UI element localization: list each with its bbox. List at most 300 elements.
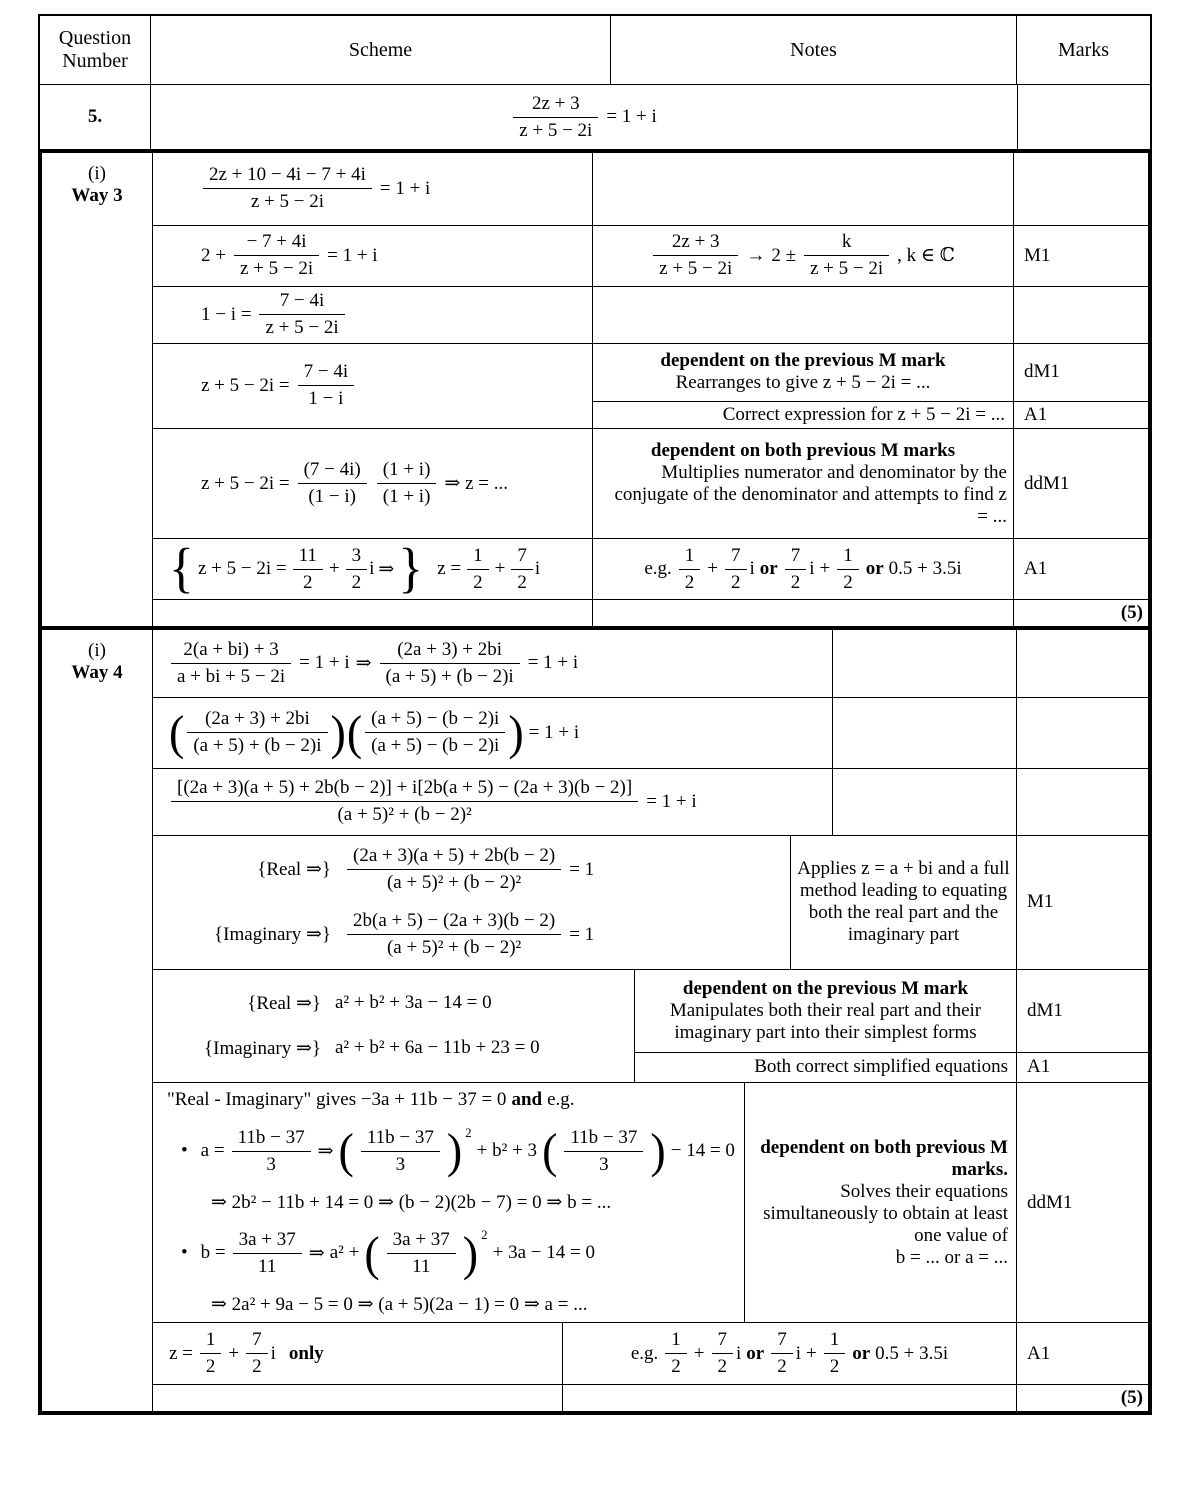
- frac-numerator: 7 − 4i: [259, 290, 344, 315]
- frac-denominator: 2: [843, 571, 853, 593]
- math-text: = 1 + i: [379, 177, 431, 199]
- frac-denominator: 2: [717, 1356, 727, 1378]
- math-text: e.g.: [547, 1089, 575, 1111]
- fraction: [564, 1127, 643, 1176]
- marks-cell: [1017, 630, 1148, 697]
- fraction: [824, 1329, 846, 1378]
- marks-subcolumn: [1017, 970, 1148, 1083]
- frac-numerator: (2a + 3) + 2bi: [187, 708, 327, 733]
- frac-denominator: z + 5 − 2i: [250, 191, 324, 213]
- frac-denominator: z + 5 − 2i: [239, 258, 314, 280]
- frac-numerator: 7 − 4i: [298, 361, 355, 386]
- math-text: 1 − i =: [201, 303, 252, 325]
- equation: [201, 231, 378, 280]
- frac-numerator: 3a + 37: [387, 1229, 456, 1254]
- math-text: + b² + 3: [476, 1140, 538, 1162]
- note-text: Both correct simplified equations: [754, 1056, 1008, 1078]
- math-text: 0.5 + 3.5i: [888, 558, 962, 580]
- equation: [167, 1124, 740, 1178]
- question-5-row: [40, 85, 1150, 149]
- header-label: Marks: [1057, 38, 1110, 61]
- header-scheme: [151, 16, 611, 85]
- note-text: e.g.: [630, 1342, 659, 1364]
- frac-numerator: 7: [771, 1329, 793, 1354]
- frac-numerator: 1: [824, 1329, 846, 1354]
- table-row: [153, 698, 1148, 769]
- or-text: or: [865, 558, 884, 580]
- frac-denominator: (1 + i): [382, 486, 431, 508]
- marks-cell: [1017, 1053, 1148, 1083]
- frac-denominator: 2: [302, 571, 313, 593]
- note-bold-text: dependent on the previous M mark: [660, 350, 946, 372]
- frac-denominator: (a + 5)² + (b − 2)²: [386, 937, 522, 959]
- question-part-cell: [42, 630, 153, 1411]
- note-text: Manipulates both their real part and their imaginary part into their simplest forms: [669, 999, 982, 1043]
- frac-numerator: 1: [200, 1329, 222, 1354]
- mark-label: ddM1: [1027, 1191, 1073, 1213]
- notes-subcolumn: [593, 344, 1014, 429]
- frac-numerator: 1: [679, 545, 701, 570]
- total-row: [153, 1385, 1148, 1411]
- math-text: +: [707, 558, 718, 580]
- equation: [167, 1089, 740, 1111]
- equation: [167, 1191, 740, 1214]
- bullet-work: [167, 1089, 740, 1316]
- scheme-cell: [153, 153, 593, 225]
- left-paren-glyph: (: [364, 1226, 380, 1280]
- frac-numerator: 3: [346, 545, 368, 570]
- mark-label: dM1: [1027, 999, 1063, 1021]
- math-text: = 1 + i: [606, 106, 657, 127]
- frac-numerator: 7: [725, 545, 747, 570]
- frac-numerator: − 7 + 4i: [234, 231, 319, 256]
- notes-cell: [593, 539, 1014, 599]
- frac-denominator: z + 5 − 2i: [519, 119, 593, 141]
- frac-denominator: 2: [777, 1356, 787, 1378]
- mark-label: A1: [1027, 1056, 1051, 1078]
- frac-denominator: (a + 5)² + (b − 2)²: [337, 804, 472, 826]
- mark-label: A1: [1024, 558, 1048, 580]
- math-text: = 1 + i: [327, 244, 378, 266]
- note-equation: [631, 1329, 948, 1378]
- math-text: +: [806, 1342, 817, 1364]
- scheme-cell: [153, 698, 833, 768]
- exponent: 2: [465, 1125, 472, 1141]
- header-marks: [1017, 16, 1150, 85]
- frac-denominator: 3: [266, 1153, 276, 1175]
- table-row: [153, 769, 1148, 836]
- math-text: 0.5 + 3.5i: [875, 1342, 949, 1364]
- frac-numerator: (a + 5) − (b − 2)i: [365, 708, 505, 733]
- equation: [167, 1226, 740, 1280]
- equation: [163, 845, 784, 894]
- equation: [201, 361, 356, 410]
- right-paren-glyph: ): [508, 705, 524, 760]
- fraction: [361, 1127, 440, 1176]
- note-text: b = ... or a = ...: [895, 1246, 1008, 1268]
- and-text: and: [511, 1089, 543, 1111]
- equation: [511, 93, 657, 142]
- scheme-cell: [153, 226, 593, 286]
- equation: [201, 164, 430, 213]
- math-text: 2 ±: [771, 244, 796, 266]
- fraction: [467, 545, 489, 594]
- header-question-number: [40, 16, 151, 85]
- equation: [167, 1293, 740, 1316]
- notes-cell: [593, 344, 1013, 402]
- fraction: [203, 164, 372, 213]
- right-paren-glyph: ): [446, 1124, 463, 1178]
- marks-cell: [1014, 402, 1148, 429]
- frac-numerator: 2(a + bi) + 3: [171, 639, 291, 664]
- math-text: z + 5 − 2i =: [201, 374, 290, 396]
- fraction: [771, 1329, 793, 1378]
- frac-numerator: 2z + 10 − 4i − 7 + 4i: [203, 164, 372, 189]
- fraction: [298, 361, 355, 410]
- fraction: [298, 459, 367, 508]
- mark-label: M1: [1027, 891, 1054, 913]
- left-brace-glyph: {: [169, 539, 194, 599]
- math-text: + 3a − 14 = 0: [492, 1242, 595, 1264]
- fraction: [837, 545, 859, 594]
- total-marks-cell: [1014, 600, 1148, 626]
- right-paren-glyph: ): [462, 1226, 479, 1280]
- header-row: [40, 16, 1150, 85]
- scheme-cell: [153, 1385, 563, 1411]
- scheme-cell: [153, 970, 635, 1083]
- fraction: [232, 1127, 311, 1176]
- or-text: or: [759, 558, 778, 580]
- frac-denominator: 2: [790, 571, 801, 593]
- frac-denominator: a + bi + 5 − 2i: [177, 665, 286, 687]
- marks-cell: [1017, 970, 1148, 1053]
- notes-cell: [635, 970, 1016, 1053]
- fraction: [346, 545, 368, 594]
- fraction: [171, 777, 638, 826]
- scheme-cell: [153, 836, 791, 969]
- arrow-glyph: →: [746, 244, 766, 266]
- math-text: +: [328, 558, 340, 580]
- real-tag: {Real ⇒}: [247, 992, 321, 1014]
- bullet-glyph: •: [181, 1242, 188, 1264]
- notes-cell: [833, 698, 1017, 768]
- frac-numerator: 2b(a + 5) − (2a + 3)(b − 2): [347, 910, 561, 935]
- left-paren-glyph: (: [542, 1124, 558, 1178]
- math-text: z + 5 − 2i =: [197, 558, 287, 580]
- fraction: [259, 290, 344, 339]
- notes-cell: [593, 402, 1013, 429]
- arrow-glyph: ⇒: [378, 558, 395, 580]
- marks-cell: [1017, 1083, 1148, 1322]
- marks-cell: [1018, 85, 1150, 149]
- math-text: ⇒ 2b² − 11b + 14 = 0 ⇒ (b − 2)(2b − 7) = 0 ⇒ b = ...: [211, 1191, 612, 1213]
- fraction: [233, 1229, 302, 1278]
- fraction: [712, 1329, 734, 1378]
- table-row: [153, 226, 1148, 287]
- mark-label: A1: [1027, 1342, 1051, 1364]
- right-brace-glyph: }: [398, 539, 424, 599]
- table-row: [153, 630, 1148, 698]
- frac-denominator: z + 5 − 2i: [659, 258, 733, 280]
- mark-label: dM1: [1024, 361, 1060, 383]
- total-row: [153, 600, 1148, 626]
- header-label: Notes: [790, 38, 837, 61]
- fraction: [511, 545, 533, 594]
- frac-denominator: z + 5 − 2i: [265, 317, 339, 339]
- frac-denominator: 3: [599, 1153, 609, 1175]
- fraction: [387, 1229, 456, 1278]
- math-text: = 1: [569, 923, 595, 945]
- fraction: [171, 639, 291, 688]
- table-row: [153, 344, 1148, 430]
- question-part-cell: [42, 153, 153, 626]
- notes-cell: [833, 630, 1017, 697]
- scheme-cell: [153, 1323, 563, 1384]
- math-text: = 1 + i: [527, 652, 579, 674]
- right-paren-glyph: ): [650, 1124, 666, 1178]
- marks-cell: [1017, 769, 1148, 835]
- math-text: a² + b² + 6a − 11b + 23 = 0: [335, 1037, 540, 1059]
- notes-cell: [563, 1323, 1017, 1384]
- table-row: [153, 1323, 1148, 1385]
- marks-cell: [1014, 226, 1148, 286]
- table-row: [153, 1083, 1148, 1323]
- frac-numerator: (2a + 3)(a + 5) + 2b(b − 2): [347, 845, 561, 870]
- math-text: +: [228, 1342, 240, 1364]
- total-marks: (5): [1120, 602, 1143, 623]
- mark-label: A1: [1024, 403, 1048, 425]
- math-text: +: [494, 558, 506, 580]
- real-tag: {Real ⇒}: [257, 859, 331, 881]
- question-number-cell: [40, 85, 151, 149]
- marks-subcolumn: [1014, 344, 1148, 429]
- notes-cell: [791, 836, 1017, 969]
- scheme-cell: [153, 1083, 745, 1322]
- equation: [163, 992, 628, 1015]
- scheme-cell: [153, 344, 593, 429]
- frac-denominator: 3: [395, 1153, 406, 1175]
- part-label: (i): [88, 163, 106, 184]
- fraction: [679, 545, 701, 594]
- frac-numerator: 11b − 37: [361, 1127, 440, 1152]
- frac-numerator: [(2a + 3)(a + 5) + 2b(b − 2)] + i[2b(a + 5) − (2a + 3)(b − 2)]: [171, 777, 638, 802]
- math-text: +: [693, 1342, 705, 1364]
- note-bold-text: dependent on both previous M marks: [650, 439, 956, 461]
- math-text: z + 5 − 2i =: [201, 472, 290, 494]
- frac-numerator: 7: [712, 1329, 734, 1354]
- frac-denominator: (a + 5) − (b − 2)i: [371, 735, 500, 757]
- fraction: [246, 1329, 268, 1378]
- frac-numerator: 11: [293, 545, 323, 570]
- fraction: [347, 910, 561, 959]
- notes-cell: [593, 429, 1014, 538]
- or-text: or: [852, 1342, 871, 1364]
- fraction: [347, 845, 561, 894]
- scheme-cell: [153, 539, 593, 599]
- math-text: z =: [437, 558, 462, 580]
- arrow-glyph: ⇒: [317, 1140, 334, 1162]
- arrow-glyph: ⇒: [355, 652, 372, 674]
- imaginary-tag: {Imaginary ⇒}: [214, 924, 331, 946]
- frac-numerator: 3a + 37: [233, 1229, 302, 1254]
- marks-cell: [1017, 836, 1148, 969]
- part-label: (i): [88, 640, 106, 661]
- total-marks-cell: [1017, 1385, 1148, 1411]
- table-row: [153, 539, 1148, 600]
- fraction: [665, 1329, 687, 1378]
- way-label: Way 3: [71, 185, 123, 206]
- marks-cell: [1017, 1323, 1148, 1384]
- math-text: ⇒ 2a² + 9a − 5 = 0 ⇒ (a + 5)(2a − 1) = 0 ⇒ a = ...: [211, 1294, 588, 1316]
- note-text: Rearranges to give z + 5 − 2i = ...: [675, 372, 931, 394]
- marks-cell: [1014, 429, 1148, 538]
- notes-cell: [635, 1053, 1016, 1083]
- table-row: [153, 153, 1148, 226]
- math-text: +: [819, 558, 831, 580]
- equation: [201, 290, 347, 339]
- frac-denominator: 1 − i: [308, 388, 344, 410]
- note-text: Correct expression for z + 5 − 2i = ...: [722, 403, 1005, 425]
- note-equation: [644, 545, 961, 594]
- frac-denominator: 2: [351, 571, 362, 593]
- arrow-glyph: ⇒: [308, 1242, 325, 1264]
- mark-label: ddM1: [1024, 472, 1070, 494]
- table-row: [153, 429, 1148, 539]
- table-head-section: [38, 14, 1152, 149]
- frac-numerator: 11b − 37: [232, 1127, 311, 1152]
- equation: [169, 1329, 324, 1378]
- table-row: [153, 287, 1148, 344]
- math-text: i: [809, 558, 815, 580]
- fraction: [513, 93, 598, 142]
- equation-stack: [163, 992, 628, 1060]
- fraction: [804, 231, 889, 280]
- way-label: Way 4: [71, 662, 123, 683]
- math-text: = 1 + i: [299, 652, 350, 674]
- scheme-cell: [153, 600, 593, 626]
- frac-denominator: 2: [829, 1356, 840, 1378]
- fraction: [725, 545, 747, 594]
- math-text: i: [749, 558, 755, 580]
- notes-cell: [593, 153, 1014, 225]
- equation: [169, 777, 697, 826]
- math-text: , k ∈ ℂ: [897, 245, 955, 267]
- equation: [163, 1037, 628, 1060]
- marks-cell: [1014, 539, 1148, 599]
- notes-cell: [593, 287, 1014, 343]
- scheme-cell: [153, 287, 593, 343]
- fraction: [293, 545, 323, 594]
- math-text: = 1 + i: [646, 790, 697, 812]
- notes-cell: [563, 1385, 1017, 1411]
- frac-numerator: (1 + i): [377, 459, 437, 484]
- math-text: 2 +: [201, 244, 226, 266]
- math-text: a =: [200, 1140, 225, 1162]
- frac-denominator: 2: [473, 571, 483, 593]
- math-text: = 1 + i: [528, 721, 580, 743]
- note-equation: [651, 231, 955, 280]
- frac-denominator: 2: [684, 571, 695, 593]
- frac-numerator: k: [804, 231, 889, 256]
- math-text: b =: [200, 1242, 226, 1264]
- equation: [163, 910, 784, 959]
- fraction: [200, 1329, 222, 1378]
- note-text: Multiplies numerator and denominator by the conjugate of the denominator and attempts to find z = ...: [614, 461, 1007, 527]
- note-bold-text: dependent on the previous M mark: [682, 977, 969, 999]
- math-text: ⇒ z = ...: [444, 473, 508, 495]
- notes-cell: [833, 769, 1017, 835]
- frac-denominator: 11: [258, 1255, 277, 1277]
- equation: [169, 705, 580, 760]
- marks-cell: [1014, 344, 1148, 402]
- frac-numerator: 2z + 3: [513, 93, 598, 118]
- note-bold-text: dependent on both previous M marks.: [760, 1136, 1008, 1180]
- note-text: e.g.: [644, 558, 672, 580]
- frac-denominator: 11: [412, 1255, 431, 1277]
- question-statement-cell: [151, 85, 1018, 149]
- frac-denominator: 2: [252, 1356, 262, 1378]
- math-text: = 1: [569, 858, 595, 880]
- frac-denominator: (a + 5)² + (b − 2)²: [386, 872, 522, 894]
- math-text: a² + b² + 3a − 14 = 0: [335, 992, 492, 1014]
- or-text: or: [746, 1342, 765, 1364]
- notes-cell: [593, 226, 1014, 286]
- header-label: Question Number: [58, 27, 132, 72]
- frac-denominator: 2: [731, 571, 741, 593]
- frac-numerator: 7: [785, 545, 807, 570]
- fraction: [234, 231, 319, 280]
- table-row: [153, 836, 1148, 970]
- question-number: 5.: [87, 106, 103, 127]
- math-text: i: [534, 558, 541, 580]
- frac-denominator: 2: [671, 1356, 681, 1378]
- frac-denominator: 2: [205, 1356, 216, 1378]
- right-paren-glyph: ): [330, 705, 346, 760]
- notes-cell: [593, 600, 1014, 626]
- only-text: only: [288, 1342, 324, 1364]
- frac-numerator: 1: [837, 545, 859, 570]
- mark-scheme-table: [38, 14, 1152, 1415]
- math-text: i: [795, 1342, 801, 1364]
- left-paren-glyph: (: [169, 705, 185, 760]
- frac-numerator: 1: [467, 545, 489, 570]
- equation-stack: [163, 845, 784, 959]
- marks-cell: [1017, 698, 1148, 768]
- table-row: [153, 970, 1148, 1084]
- fraction: [380, 639, 520, 688]
- frac-numerator: 7: [511, 545, 533, 570]
- frac-denominator: (a + 5) + (b − 2)i: [385, 665, 514, 687]
- left-paren-glyph: (: [346, 705, 363, 760]
- imaginary-tag: {Imaginary ⇒}: [204, 1037, 321, 1059]
- math-text: z =: [169, 1342, 193, 1364]
- frac-denominator: (a + 5) + (b − 2)i: [193, 735, 322, 757]
- header-notes: [611, 16, 1017, 85]
- math-text: i: [369, 558, 375, 580]
- scheme-cell: [153, 630, 833, 697]
- mark-label: M1: [1024, 244, 1051, 266]
- note-text: Applies z = a + bi and a full method leading to equating both the real part and the imaginary part: [797, 858, 1010, 946]
- way4-content: [153, 630, 1148, 1411]
- math-text: − 14 = 0: [670, 1140, 735, 1162]
- way3-content: [153, 153, 1148, 626]
- way3-block: [38, 149, 1152, 630]
- fraction: [187, 708, 327, 757]
- way4-block: [38, 630, 1152, 1415]
- frac-numerator: 11b − 37: [564, 1127, 643, 1152]
- fraction: [377, 459, 437, 508]
- marks-cell: [1014, 153, 1148, 225]
